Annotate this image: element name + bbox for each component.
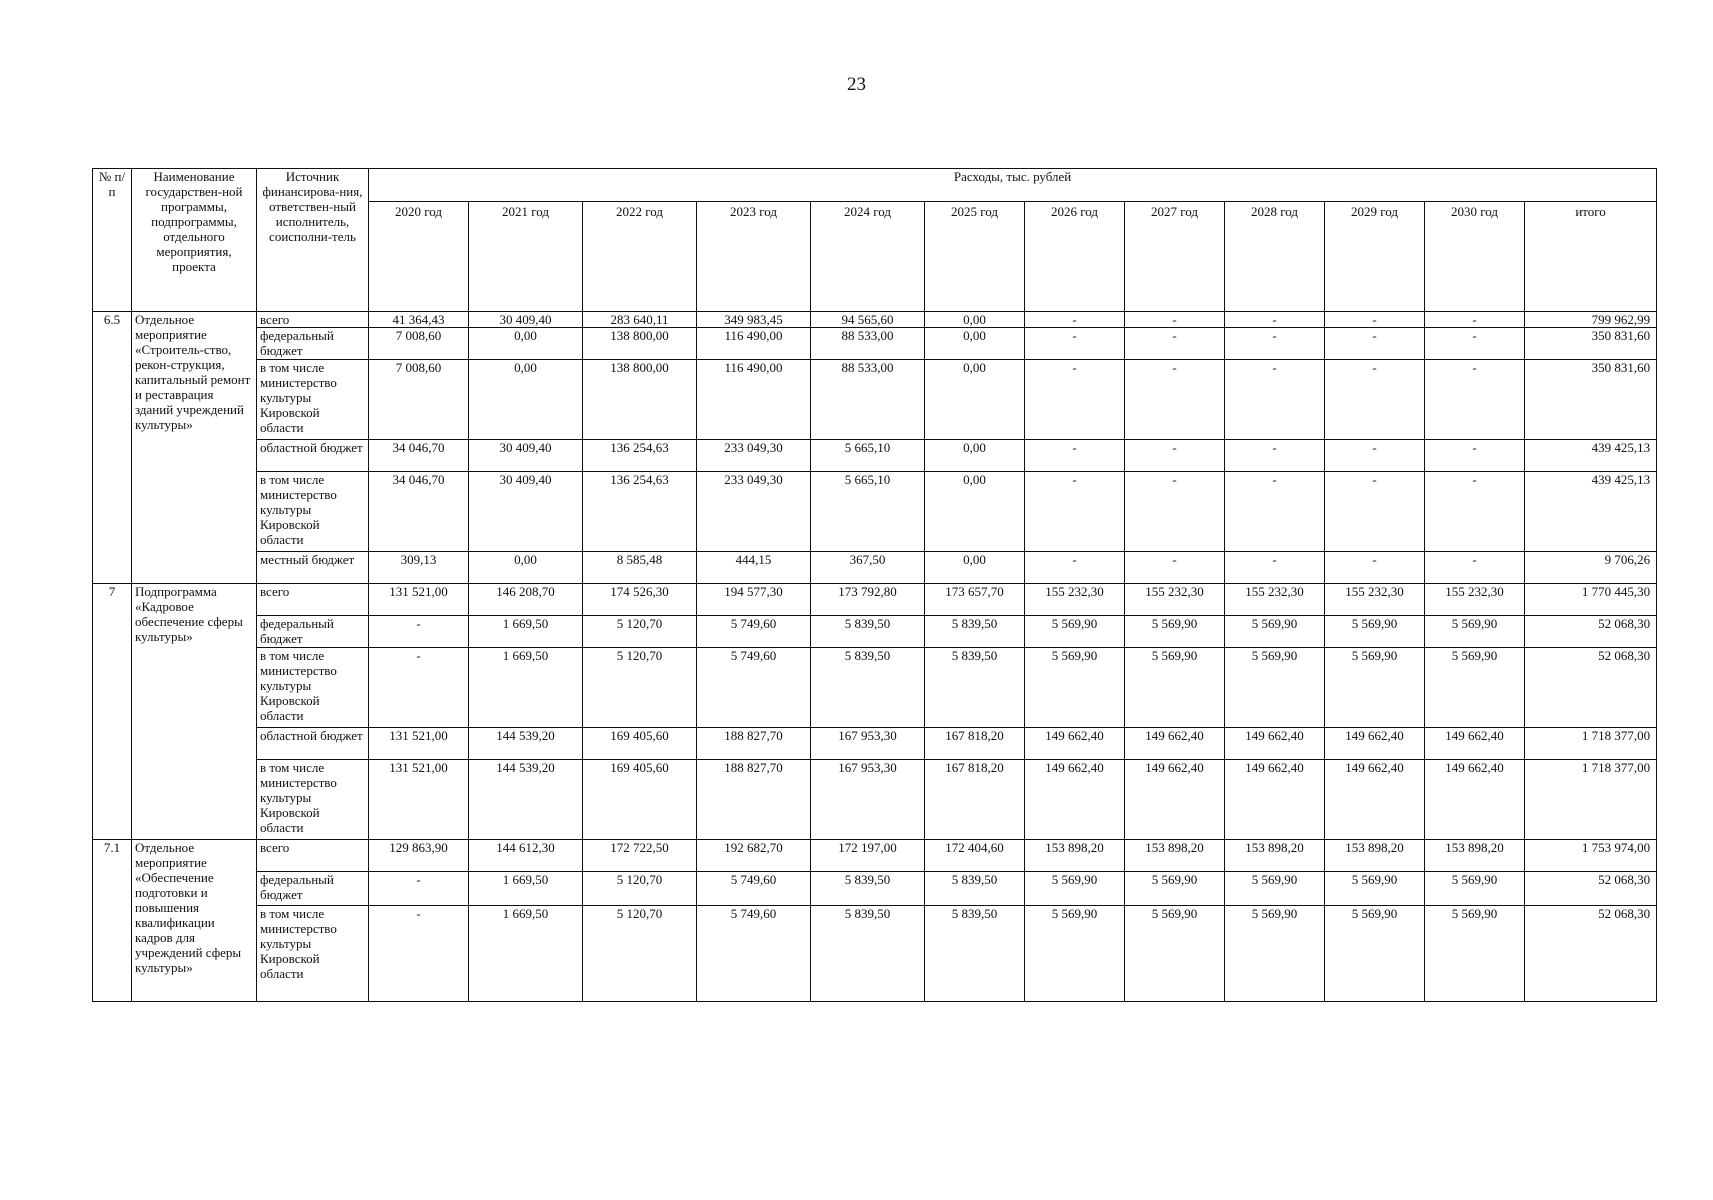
table-row bbox=[93, 840, 1657, 872]
year-value: 167 818,20 bbox=[925, 728, 1025, 760]
year-value: 149 662,40 bbox=[1125, 728, 1225, 760]
year-value: 149 662,40 bbox=[1325, 760, 1425, 840]
table-row bbox=[93, 648, 1657, 728]
table-row bbox=[93, 552, 1657, 584]
year-value: 1 669,50 bbox=[469, 616, 583, 648]
year-value: - bbox=[1125, 328, 1225, 360]
year-value: 155 232,30 bbox=[1325, 584, 1425, 616]
year-value: 149 662,40 bbox=[1225, 760, 1325, 840]
year-value: 30 409,40 bbox=[469, 472, 583, 552]
year-value: 5 839,50 bbox=[925, 872, 1025, 906]
year-value: - bbox=[1225, 312, 1325, 328]
year-value: 0,00 bbox=[925, 440, 1025, 472]
year-value: 5 569,90 bbox=[1125, 648, 1225, 728]
funding-source: областной бюджет bbox=[257, 728, 369, 760]
year-value: 5 120,70 bbox=[583, 872, 697, 906]
year-value: 144 539,20 bbox=[469, 728, 583, 760]
year-value: - bbox=[369, 648, 469, 728]
year-value: - bbox=[1425, 472, 1525, 552]
year-value: - bbox=[369, 616, 469, 648]
year-value: 173 792,80 bbox=[811, 584, 925, 616]
item-number: 7.1 bbox=[93, 840, 132, 1002]
year-value: 88 533,00 bbox=[811, 360, 925, 440]
total-value: 1 770 445,30 bbox=[1525, 584, 1657, 616]
year-value: 5 839,50 bbox=[811, 616, 925, 648]
year-value: 194 577,30 bbox=[697, 584, 811, 616]
year-value: - bbox=[1025, 360, 1125, 440]
table-row bbox=[93, 312, 1657, 328]
year-value: - bbox=[369, 906, 469, 1002]
table-row bbox=[93, 328, 1657, 360]
year-value: 144 612,30 bbox=[469, 840, 583, 872]
header-year: 2026 год bbox=[1025, 202, 1125, 312]
year-value: - bbox=[1425, 440, 1525, 472]
year-value: 5 749,60 bbox=[697, 616, 811, 648]
total-value: 799 962,99 bbox=[1525, 312, 1657, 328]
year-value: 5 839,50 bbox=[925, 616, 1025, 648]
header-year: 2023 год bbox=[697, 202, 811, 312]
year-value: - bbox=[1325, 552, 1425, 584]
year-value: 5 569,90 bbox=[1225, 648, 1325, 728]
year-value: 94 565,60 bbox=[811, 312, 925, 328]
year-value: - bbox=[1025, 440, 1125, 472]
funding-source: всего bbox=[257, 312, 369, 328]
year-value: - bbox=[1025, 552, 1125, 584]
year-value: - bbox=[1125, 472, 1225, 552]
year-value: 138 800,00 bbox=[583, 328, 697, 360]
year-value: - bbox=[1325, 328, 1425, 360]
year-value: 5 569,90 bbox=[1325, 648, 1425, 728]
year-value: 1 669,50 bbox=[469, 648, 583, 728]
funding-source: федеральный бюджет bbox=[257, 872, 369, 906]
funding-source: в том числе министерство культуры Кировской области bbox=[257, 648, 369, 728]
year-value: 0,00 bbox=[925, 312, 1025, 328]
year-value: 5 569,90 bbox=[1425, 906, 1525, 1002]
funding-source: федеральный бюджет bbox=[257, 616, 369, 648]
header-year: 2028 год bbox=[1225, 202, 1325, 312]
year-value: 5 569,90 bbox=[1225, 872, 1325, 906]
year-value: 149 662,40 bbox=[1425, 760, 1525, 840]
year-value: 5 839,50 bbox=[811, 648, 925, 728]
year-value: - bbox=[1325, 440, 1425, 472]
header-year: 2024 год bbox=[811, 202, 925, 312]
year-value: 153 898,20 bbox=[1025, 840, 1125, 872]
year-value: 172 197,00 bbox=[811, 840, 925, 872]
year-value: 34 046,70 bbox=[369, 472, 469, 552]
header-year: 2025 год bbox=[925, 202, 1025, 312]
year-value: - bbox=[1025, 312, 1125, 328]
year-value: 5 569,90 bbox=[1125, 872, 1225, 906]
year-value: 149 662,40 bbox=[1125, 760, 1225, 840]
year-value: 7 008,60 bbox=[369, 328, 469, 360]
year-value: 188 827,70 bbox=[697, 728, 811, 760]
table-row bbox=[93, 616, 1657, 648]
year-value: 88 533,00 bbox=[811, 328, 925, 360]
year-value: 155 232,30 bbox=[1425, 584, 1525, 616]
year-value: 136 254,63 bbox=[583, 472, 697, 552]
year-value: 5 569,90 bbox=[1125, 616, 1225, 648]
year-value: 41 364,43 bbox=[369, 312, 469, 328]
year-value: 167 818,20 bbox=[925, 760, 1025, 840]
year-value: 5 120,70 bbox=[583, 616, 697, 648]
year-value: 174 526,30 bbox=[583, 584, 697, 616]
year-value: 5 569,90 bbox=[1025, 648, 1125, 728]
year-value: 149 662,40 bbox=[1025, 760, 1125, 840]
year-value: 0,00 bbox=[925, 360, 1025, 440]
funding-source: всего bbox=[257, 584, 369, 616]
header-expenses: Расходы, тыс. рублей bbox=[369, 169, 1657, 202]
total-value: 439 425,13 bbox=[1525, 472, 1657, 552]
year-value: 131 521,00 bbox=[369, 728, 469, 760]
year-value: 116 490,00 bbox=[697, 360, 811, 440]
year-value: 233 049,30 bbox=[697, 472, 811, 552]
year-value: 5 839,50 bbox=[811, 872, 925, 906]
header-year: 2021 год bbox=[469, 202, 583, 312]
year-value: - bbox=[1325, 312, 1425, 328]
year-value: 149 662,40 bbox=[1425, 728, 1525, 760]
total-value: 52 068,30 bbox=[1525, 616, 1657, 648]
year-value: 149 662,40 bbox=[1325, 728, 1425, 760]
page-number: 23 bbox=[847, 74, 866, 95]
year-value: 309,13 bbox=[369, 552, 469, 584]
funding-source: в том числе министерство культуры Кировской области bbox=[257, 472, 369, 552]
item-number: 6.5 bbox=[93, 312, 132, 584]
year-value: - bbox=[1125, 552, 1225, 584]
funding-source: всего bbox=[257, 840, 369, 872]
header-year: 2022 год bbox=[583, 202, 697, 312]
year-value: 7 008,60 bbox=[369, 360, 469, 440]
year-value: 155 232,30 bbox=[1125, 584, 1225, 616]
year-value: 155 232,30 bbox=[1225, 584, 1325, 616]
year-value: - bbox=[1225, 360, 1325, 440]
year-value: 5 749,60 bbox=[697, 906, 811, 1002]
year-value: - bbox=[1325, 472, 1425, 552]
year-value: 0,00 bbox=[925, 552, 1025, 584]
year-value: - bbox=[1225, 440, 1325, 472]
table-row bbox=[93, 906, 1657, 1002]
total-value: 1 718 377,00 bbox=[1525, 728, 1657, 760]
year-value: 146 208,70 bbox=[469, 584, 583, 616]
year-value: 5 569,90 bbox=[1325, 616, 1425, 648]
year-value: 169 405,60 bbox=[583, 728, 697, 760]
year-value: 153 898,20 bbox=[1425, 840, 1525, 872]
year-value: 5 665,10 bbox=[811, 440, 925, 472]
header-name: Наименование государствен-ной программы, подпрограммы, отдельного мероприятия, проекта bbox=[132, 169, 257, 312]
year-value: - bbox=[1025, 328, 1125, 360]
year-value: 30 409,40 bbox=[469, 312, 583, 328]
expenses-table bbox=[92, 168, 1657, 1002]
header-year: 2020 год bbox=[369, 202, 469, 312]
header-source: Источник финансирова-ния, ответствен-ный исполнитель, соисполни-тель bbox=[257, 169, 369, 312]
year-value: 1 669,50 bbox=[469, 872, 583, 906]
table-row bbox=[93, 360, 1657, 440]
table-row bbox=[93, 872, 1657, 906]
year-value: 136 254,63 bbox=[583, 440, 697, 472]
year-value: 5 569,90 bbox=[1425, 648, 1525, 728]
year-value: 116 490,00 bbox=[697, 328, 811, 360]
table-row bbox=[93, 440, 1657, 472]
funding-source: в том числе министерство культуры Кировской области bbox=[257, 906, 369, 1002]
year-value: 5 839,50 bbox=[925, 906, 1025, 1002]
year-value: 5 120,70 bbox=[583, 648, 697, 728]
year-value: 167 953,30 bbox=[811, 728, 925, 760]
year-value: - bbox=[1425, 552, 1525, 584]
year-value: 5 569,90 bbox=[1425, 872, 1525, 906]
year-value: 131 521,00 bbox=[369, 760, 469, 840]
year-value: 5 839,50 bbox=[925, 648, 1025, 728]
funding-source: в том числе министерство культуры Кировской области bbox=[257, 360, 369, 440]
table-row bbox=[93, 760, 1657, 840]
header-year: 2030 год bbox=[1425, 202, 1525, 312]
year-value: 188 827,70 bbox=[697, 760, 811, 840]
year-value: 5 120,70 bbox=[583, 906, 697, 1002]
year-value: 5 569,90 bbox=[1325, 906, 1425, 1002]
year-value: 131 521,00 bbox=[369, 584, 469, 616]
total-value: 52 068,30 bbox=[1525, 872, 1657, 906]
year-value: - bbox=[1425, 312, 1525, 328]
year-value: 129 863,90 bbox=[369, 840, 469, 872]
year-value: 169 405,60 bbox=[583, 760, 697, 840]
funding-source: в том числе министерство культуры Кировской области bbox=[257, 760, 369, 840]
total-value: 350 831,60 bbox=[1525, 328, 1657, 360]
total-value: 9 706,26 bbox=[1525, 552, 1657, 584]
year-value: 5 569,90 bbox=[1425, 616, 1525, 648]
year-value: 172 722,50 bbox=[583, 840, 697, 872]
year-value: 444,15 bbox=[697, 552, 811, 584]
year-value: 153 898,20 bbox=[1325, 840, 1425, 872]
year-value: 0,00 bbox=[469, 360, 583, 440]
funding-source: федеральный бюджет bbox=[257, 328, 369, 360]
year-value: 367,50 bbox=[811, 552, 925, 584]
year-value: 5 569,90 bbox=[1225, 906, 1325, 1002]
header-no: № п/п bbox=[93, 169, 132, 312]
year-value: - bbox=[1125, 360, 1225, 440]
year-value: 5 569,90 bbox=[1025, 872, 1125, 906]
year-value: 0,00 bbox=[925, 328, 1025, 360]
total-value: 1 718 377,00 bbox=[1525, 760, 1657, 840]
item-name: Отдельное мероприятие «Строитель-ство, рекон-струкция, капитальный ремонт и реставрация зданий учреждений культуры» bbox=[132, 312, 257, 584]
item-name: Подпрограмма «Кадровое обеспечение сферы культуры» bbox=[132, 584, 257, 840]
funding-source: местный бюджет bbox=[257, 552, 369, 584]
table-row bbox=[93, 472, 1657, 552]
year-value: 349 983,45 bbox=[697, 312, 811, 328]
year-value: - bbox=[1425, 328, 1525, 360]
year-value: 153 898,20 bbox=[1125, 840, 1225, 872]
year-value: 149 662,40 bbox=[1225, 728, 1325, 760]
year-value: - bbox=[1125, 440, 1225, 472]
year-value: - bbox=[369, 872, 469, 906]
year-value: - bbox=[1225, 328, 1325, 360]
year-value: 149 662,40 bbox=[1025, 728, 1125, 760]
year-value: 153 898,20 bbox=[1225, 840, 1325, 872]
total-value: 52 068,30 bbox=[1525, 906, 1657, 1002]
year-value: - bbox=[1225, 472, 1325, 552]
year-value: 5 569,90 bbox=[1025, 616, 1125, 648]
year-value: 5 749,60 bbox=[697, 648, 811, 728]
year-value: 34 046,70 bbox=[369, 440, 469, 472]
year-value: - bbox=[1225, 552, 1325, 584]
year-value: 167 953,30 bbox=[811, 760, 925, 840]
expenses-table-container bbox=[92, 168, 1656, 1002]
table-row bbox=[93, 728, 1657, 760]
year-value: 173 657,70 bbox=[925, 584, 1025, 616]
year-value: 155 232,30 bbox=[1025, 584, 1125, 616]
year-value: 1 669,50 bbox=[469, 906, 583, 1002]
year-value: - bbox=[1325, 360, 1425, 440]
year-value: 5 569,90 bbox=[1325, 872, 1425, 906]
year-value: 30 409,40 bbox=[469, 440, 583, 472]
year-value: 5 569,90 bbox=[1025, 906, 1125, 1002]
funding-source: областной бюджет bbox=[257, 440, 369, 472]
table-row bbox=[93, 584, 1657, 616]
year-value: 144 539,20 bbox=[469, 760, 583, 840]
year-value: - bbox=[1425, 360, 1525, 440]
year-value: 8 585,48 bbox=[583, 552, 697, 584]
year-value: 5 839,50 bbox=[811, 906, 925, 1002]
year-value: 0,00 bbox=[469, 552, 583, 584]
header-year: итого bbox=[1525, 202, 1657, 312]
year-value: 0,00 bbox=[469, 328, 583, 360]
year-value: 5 569,90 bbox=[1125, 906, 1225, 1002]
year-value: 172 404,60 bbox=[925, 840, 1025, 872]
total-value: 439 425,13 bbox=[1525, 440, 1657, 472]
header-year: 2029 год bbox=[1325, 202, 1425, 312]
item-name: Отдельное мероприятие «Обеспечение подготовки и повышения квалификации кадров для учреждений сферы культуры» bbox=[132, 840, 257, 1002]
header-year: 2027 год bbox=[1125, 202, 1225, 312]
year-value: 192 682,70 bbox=[697, 840, 811, 872]
year-value: 5 749,60 bbox=[697, 872, 811, 906]
year-value: 0,00 bbox=[925, 472, 1025, 552]
year-value: 233 049,30 bbox=[697, 440, 811, 472]
year-value: 138 800,00 bbox=[583, 360, 697, 440]
table-body bbox=[93, 312, 1657, 1002]
year-value: 5 569,90 bbox=[1225, 616, 1325, 648]
item-number: 7 bbox=[93, 584, 132, 840]
year-value: - bbox=[1025, 472, 1125, 552]
total-value: 350 831,60 bbox=[1525, 360, 1657, 440]
year-value: 283 640,11 bbox=[583, 312, 697, 328]
total-value: 1 753 974,00 bbox=[1525, 840, 1657, 872]
table-header bbox=[93, 169, 1657, 312]
year-value: - bbox=[1125, 312, 1225, 328]
total-value: 52 068,30 bbox=[1525, 648, 1657, 728]
year-value: 5 665,10 bbox=[811, 472, 925, 552]
